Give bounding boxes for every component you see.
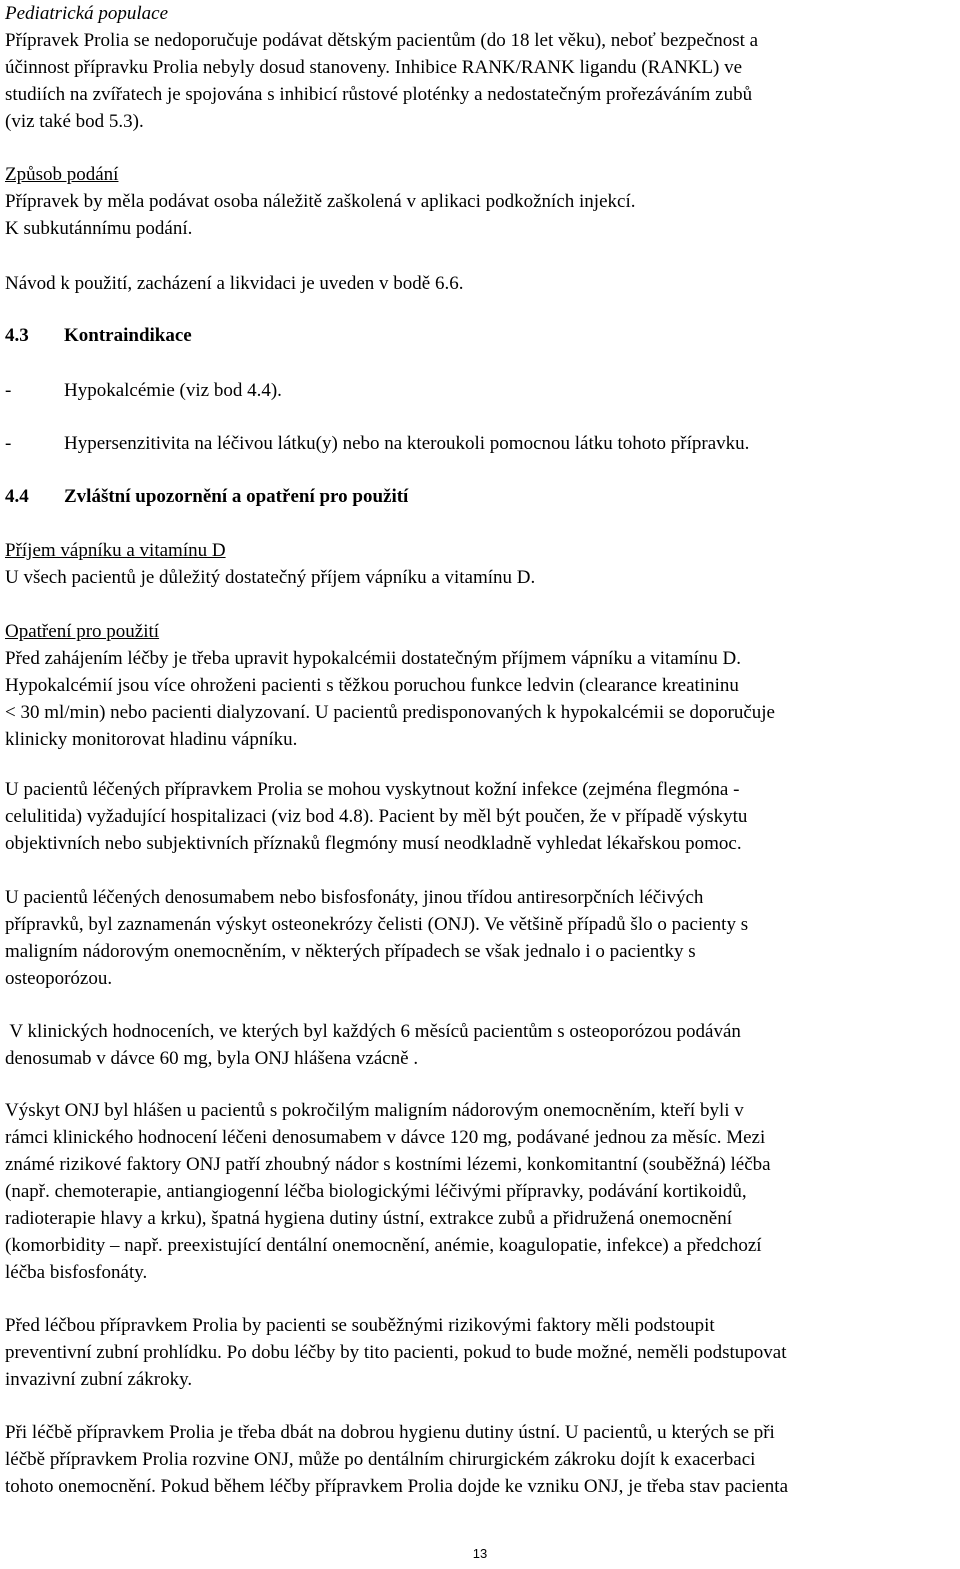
pediatric-line: (viz také bod 5.3). [5, 111, 144, 132]
paragraph-line: léčbě přípravkem Prolia rozvine ONJ, může po dentálním chirurgickém zákroku dojít k exacerbaci [5, 1449, 756, 1470]
precautions-line: klinicky monitorovat hladinu vápníku. [5, 729, 298, 750]
paragraph-line: radioterapie hlavy a krku), špatná hygiena dutiny ústní, extrakce zubů a přidružená onemocnění [5, 1208, 733, 1229]
paragraph-line: léčba bisfosfonáty. [5, 1262, 148, 1283]
pediatric-title: Pediatrická populace [5, 3, 169, 24]
calcium-title: Příjem vápníku a vitamínu D [5, 540, 226, 561]
paragraph-line: maligním nádorovým onemocněním, v některých případech se však jednalo i o pacientky s [5, 941, 696, 962]
paragraph-line: Výskyt ONJ byl hlášen u pacientů s pokročilým maligním nádorovým onemocněním, kteří byli v [5, 1100, 744, 1121]
section-title: Zvláštní upozornění a opatření pro použití [64, 486, 409, 507]
paragraph-line: U pacientů léčených přípravkem Prolia se mohou vyskytnout kožní infekce (zejména flegmóna - [5, 779, 740, 800]
paragraph-line: invazivní zubní zákroky. [5, 1369, 193, 1390]
contraindication-item [5, 430, 749, 457]
contraindication-item [5, 377, 282, 404]
calcium-section [5, 537, 953, 591]
administration-title: Způsob podání [5, 164, 119, 185]
section-title: Kontraindikace [64, 325, 192, 346]
clinical-trials-paragraph [5, 1018, 953, 1072]
paragraph-line: rámci klinického hodnocení léčeni denosumabem v dávce 120 mg, podávané jednou za měsíc. Mezi [5, 1127, 766, 1148]
paragraph-line: V klinických hodnoceních, ve kterých byl každých 6 měsíců pacientům s osteoporózou podáván [5, 1021, 741, 1042]
paragraph-line: preventivní zubní prohlídku. Po dobu léčby by tito pacienti, pokud to bude možné, neměli podstupovat [5, 1342, 787, 1363]
paragraph-line: denosumab v dávce 60 mg, byla ONJ hlášena vzácně . [5, 1048, 419, 1069]
precautions-section [5, 618, 953, 753]
warnings-heading [5, 483, 953, 510]
pediatric-section [5, 0, 953, 135]
paragraph-line: Při léčbě přípravkem Prolia je třeba dbát na dobrou hygienu dutiny ústní. U pacientů, u kterých se při [5, 1422, 775, 1443]
contraindication-text: Hypersenzitivita na léčivou látku(y) nebo na kteroukoli pomocnou látku tohoto přípravku. [64, 433, 750, 454]
calcium-text: U všech pacientů je důležitý dostatečný příjem vápníku a vitamínu D. [5, 567, 536, 588]
pediatric-line: účinnost přípravku Prolia nebyly dosud stanoveny. Inhibice RANK/RANK ligandu (RANKL) ve [5, 57, 743, 78]
onj-paragraph [5, 884, 953, 992]
administration-instructions: Návod k použití, zacházení a likvidaci je uveden v bodě 6.6. [5, 273, 464, 294]
oral-hygiene-paragraph [5, 1419, 953, 1500]
paragraph-line: objektivních nebo subjektivních příznaků flegmóny musí neodkladně vyhledat lékařskou pomoc. [5, 833, 742, 854]
section-number: 4.4 [5, 486, 29, 507]
paragraph-line: (komorbidity – např. preexistující dentální onemocnění, anémie, koagulopatie, infekce) a předchozí [5, 1235, 762, 1256]
administration-line: Přípravek by měla podávat osoba náležitě zaškolená v aplikaci podkožních injekcí. [5, 191, 636, 212]
section-number: 4.3 [5, 325, 29, 346]
pediatric-line: Přípravek Prolia se nedoporučuje podávat dětským pacientům (do 18 let věku), neboť bezpečnost a [5, 30, 759, 51]
pediatric-line: studiích na zvířatech je spojována s inhibicí růstové ploténky a nedostatečným prořezáváním zubů [5, 84, 753, 105]
dash-bullet: - [5, 433, 12, 454]
precautions-line: Před zahájením léčby je třeba upravit hypokalcémii dostatečným příjmem vápníku a vitamínu D. [5, 648, 742, 669]
dash-bullet: - [5, 380, 12, 401]
paragraph-line: osteoporózou. [5, 968, 113, 989]
contraindications-heading [5, 322, 953, 349]
paragraph-line: známé rizikové faktory ONJ patří zhoubný nádor s kostními lézemi, konkomitantní (souběžná) léčba [5, 1154, 771, 1175]
page-number: 13 [472, 1546, 488, 1561]
precautions-line: Hypokalcémií jsou více ohroženi pacienti s těžkou poruchou funkce ledvin (clearance kreatininu [5, 675, 739, 696]
paragraph-line: Před léčbou přípravkem Prolia by pacienti se souběžnými rizikovými faktory měli podstoupit [5, 1315, 715, 1336]
paragraph-line: celulitida) vyžadující hospitalizaci (viz bod 4.8). Pacient by měl být poučen, že v případě výskytu [5, 806, 748, 827]
paragraph-line: U pacientů léčených denosumabem nebo bisfosfonáty, jinou třídou antiresorpčních léčivých [5, 887, 704, 908]
paragraph-line: (např. chemoterapie, antiangiogenní léčba biologickými léčivými přípravky, podávání kortikoidů, [5, 1181, 747, 1202]
risk-factors-paragraph [5, 1097, 953, 1286]
paragraph-line: přípravků, byl zaznamenán výskyt osteonekrózy čelisti (ONJ). Ve většině případů šlo o pacienty s [5, 914, 749, 935]
administration-section [5, 161, 953, 242]
paragraph-line: tohoto onemocnění. Pokud během léčby přípravkem Prolia dojde ke vzniku ONJ, je třeba stav pacienta [5, 1476, 789, 1497]
precautions-line: < 30 ml/min) nebo pacienti dialyzovaní. U pacientů predisponovaných k hypokalcémii se doporučuje [5, 702, 775, 723]
precautions-title: Opatření pro použití [5, 621, 160, 642]
administration-line: K subkutánnímu podání. [5, 218, 193, 239]
administration-instructions-block [5, 270, 953, 297]
skin-infection-paragraph [5, 776, 953, 857]
dental-exam-paragraph [5, 1312, 953, 1393]
contraindication-text: Hypokalcémie (viz bod 4.4). [64, 380, 282, 401]
